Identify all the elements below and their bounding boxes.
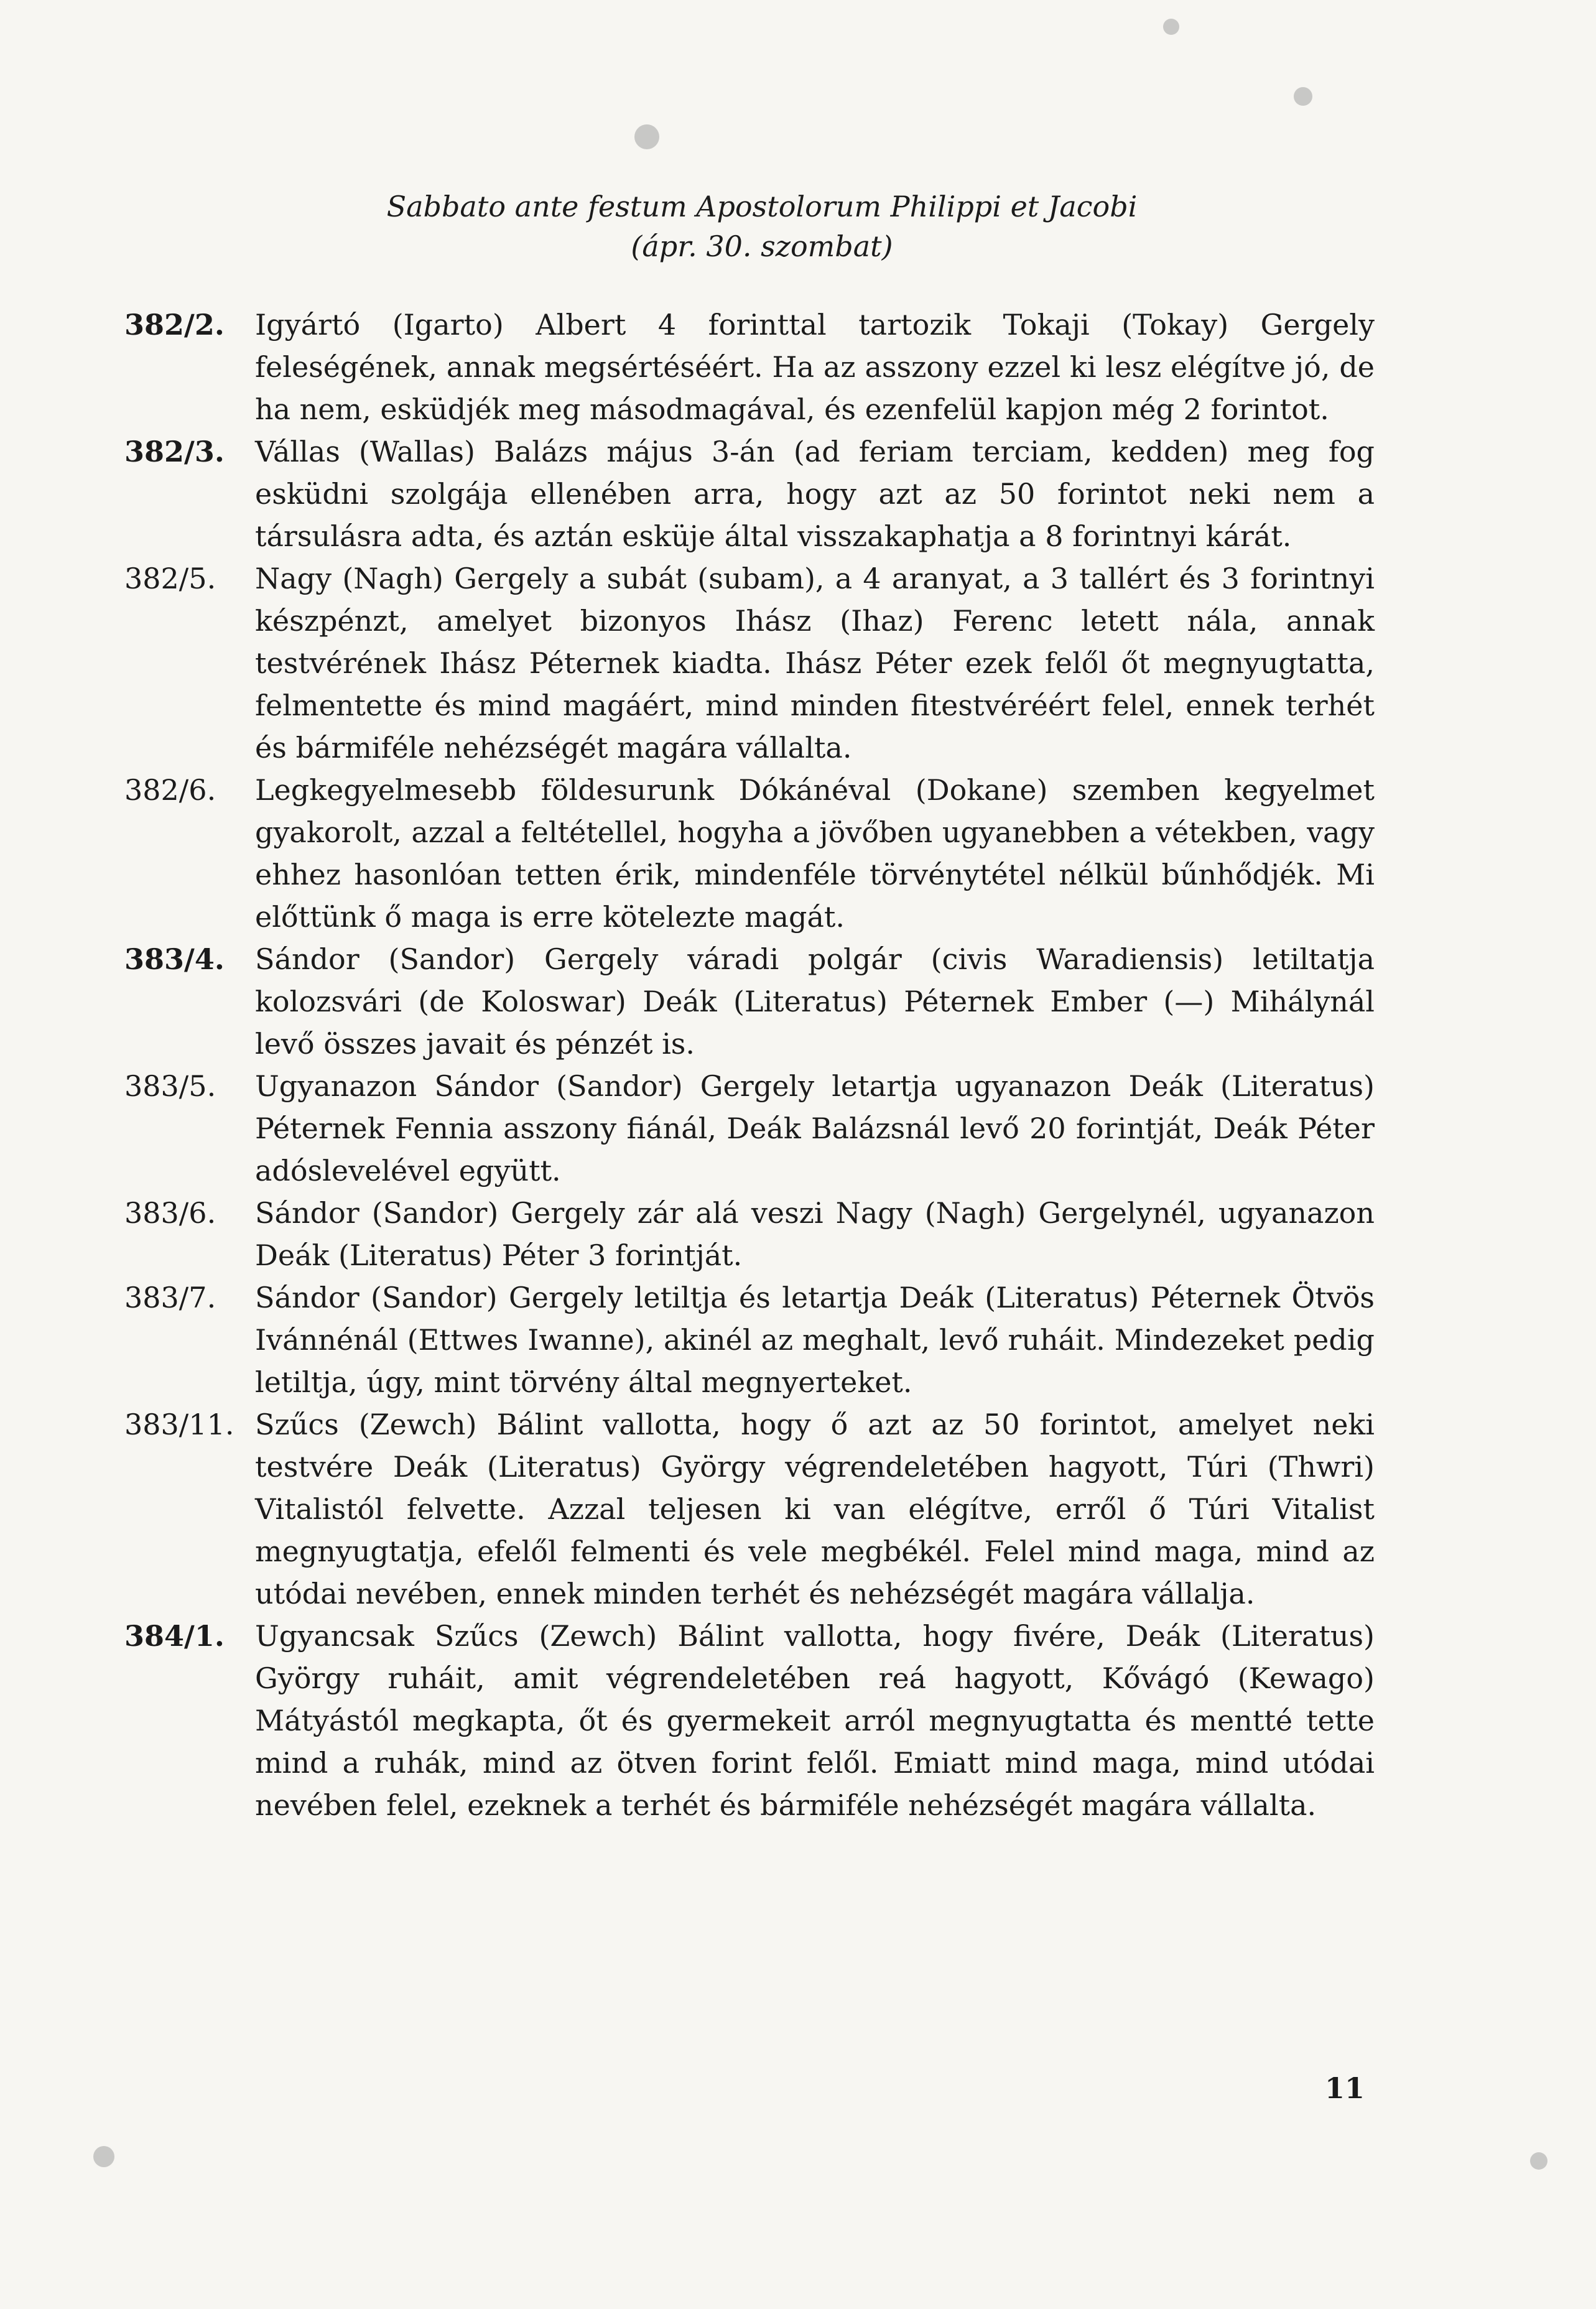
entry: [124, 304, 1375, 430]
entry: [124, 1065, 1375, 1192]
entry-text: Vállas (Wallas) Balázs május 3-án (ad feriam terciam, kedden) meg fog esküdni szolgája ellenében arra, hogy azt az 50 forintot neki nem a társulásra adta, és aztán esküje által visszakaphatja a 8 forintnyi kárát.: [255, 435, 1375, 553]
entry-number: 383/6.: [124, 1196, 216, 1230]
entry: [124, 769, 1375, 938]
scan-speck: [1163, 19, 1179, 35]
entry-list: [124, 304, 1375, 1826]
entry-text: Legkegyelmesebb földesurunk Dókánéval (Dokane) szemben kegyelmet gyakorolt, azzal a feltétellel, hogyha a jövőben ugyanebben a vétekben, vagy ehhez hasonlóan tetten érik, mindenféle törvénytétel nélkül bűnhődjék. Mi előttünk ő maga is erre kötelezte magát.: [255, 773, 1375, 934]
entry-text: Nagy (Nagh) Gergely a subát (subam), a 4 aranyat, a 3 tallért és 3 forintnyi készpénzt, amelyet bizonyos Ihász (Ihaz) Ferenc letett nála, annak testvérének Ihász Péternek kiadta. Ihász Péter ezek felől őt megnyugtatta, felmentette és mind magáért, mind minden fitestvéréért felel, ennek terhét és bármiféle nehézségét magára vállalta.: [255, 562, 1375, 764]
entry: [124, 938, 1375, 1065]
header-title: Sabbato ante festum Apostolorum Philippi et Jacobi: [386, 190, 1138, 223]
entry-number: 384/1.: [124, 1619, 225, 1653]
entry-text: Sándor (Sandor) Gergely zár alá veszi Nagy (Nagh) Gergelynél, ugyanazon Deák (Literatus) Péter 3 forintját.: [255, 1196, 1375, 1272]
entry: [124, 1192, 1375, 1276]
entry-number: 382/6.: [124, 773, 216, 807]
entry: [124, 557, 1375, 769]
entry-text: Ugyancsak Szűcs (Zewch) Bálint vallotta, hogy fivére, Deák (Literatus) György ruháit, amit végrendeletében reá hagyott, Kővágó (Kewago) Mátyástól megkapta, őt és gyermekeit arról megnyugtatta és mentté tette mind a ruhák, mind az ötven forint felől. Emiatt mind maga, mind utódai nevében felel, ezeknek a terhét és bármiféle nehézségét magára vállalta.: [255, 1619, 1375, 1822]
entry-text: Sándor (Sandor) Gergely váradi polgár (civis Waradiensis) letiltatja kolozsvári (de Koloswar) Deák (Literatus) Péternek Ember (—) Mihálynál levő összes javait és pénzét is.: [255, 942, 1375, 1061]
entry-number: 382/3.: [124, 435, 225, 468]
page-number: 11: [1325, 2071, 1365, 2105]
scan-speck: [634, 124, 659, 149]
entry: [124, 430, 1375, 557]
scan-speck: [1530, 2152, 1547, 2170]
entry-text: Ugyanazon Sándor (Sandor) Gergely letartja ugyanazon Deák (Literatus) Péternek Fennia asszony fiánál, Deák Balázsnál levő 20 forintját, Deák Péter adóslevelével együtt.: [255, 1069, 1375, 1187]
scan-speck: [1294, 87, 1312, 106]
entry-number: 383/5.: [124, 1069, 216, 1103]
entry-number: 382/2.: [124, 308, 225, 341]
entry-text: Sándor (Sandor) Gergely letiltja és letartja Deák (Literatus) Péternek Ötvös Ivánnénál (Ettwes Iwanne), akinél az meghalt, levő ruháit. Mindezeket pedig letiltja, úgy, mint törvény által megnyerteket.: [255, 1281, 1375, 1399]
entry-number: 383/7.: [124, 1281, 216, 1314]
section-header: [311, 187, 1213, 266]
entry-number: 382/5.: [124, 562, 216, 595]
scan-speck: [93, 2146, 114, 2167]
entry: [124, 1276, 1375, 1403]
entry: [124, 1615, 1375, 1826]
entry: [124, 1403, 1375, 1615]
entry-text: Szűcs (Zewch) Bálint vallotta, hogy ő azt az 50 forintot, amelyet neki testvére Deák (Literatus) György végrendeletében hagyott, Túri (Thwri) Vitalistól felvette. Azzal teljesen ki van elégítve, erről ő Túri Vitalist megnyugtatja, efelől felmenti és vele megbékél. Felel mind maga, mind az utódai nevében, ennek minden terhét és nehézségét magára vállalja.: [255, 1408, 1375, 1610]
entry-number: 383/4.: [124, 942, 225, 976]
entry-text: Igyártó (Igarto) Albert 4 forinttal tartozik Tokaji (Tokay) Gergely feleségének, annak megsértéséért. Ha az asszony ezzel ki lesz elégítve jó, de ha nem, esküdjék meg másodmagával, és ezenfelül kapjon még 2 forintot.: [255, 308, 1375, 426]
entry-number: 383/11.: [124, 1408, 234, 1441]
header-date: (ápr. 30. szombat): [631, 230, 893, 263]
